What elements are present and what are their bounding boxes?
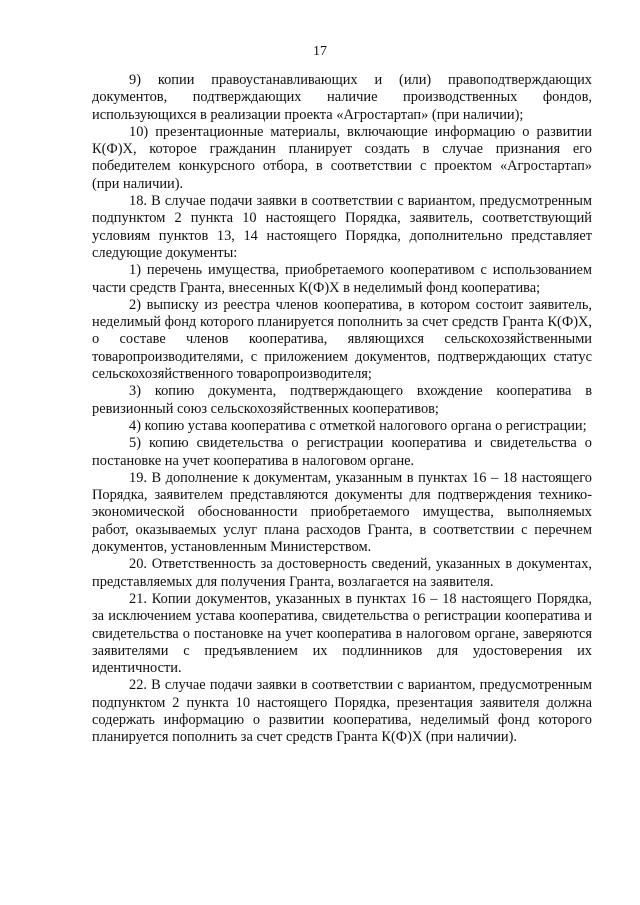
paragraph-subitem-5: 5) копию свидетельства о регистрации кооператива и свидетельства о постановке на учет кооператива в налоговом органе. bbox=[92, 435, 592, 469]
paragraph-section-20: 20. Ответственность за достоверность сведений, указанных в документах, представляемых для получения Гранта, возлагается на заявителя. bbox=[92, 556, 592, 590]
paragraph-item-9: 9) копии правоустанавливающих и (или) правоподтверждающих документов, подтверждающих наличие производственных фондов, использующихся в реализации проекта «Агростартап» (при наличии); bbox=[92, 72, 592, 123]
document-body bbox=[92, 72, 592, 747]
paragraph-subitem-2: 2) выписку из реестра членов кооператива, в котором состоит заявитель, неделимый фонд которого планируется пополнить за счет средств Гранта К(Ф)Х, о составе членов кооператива, являющихся сельскохозяйственными товаропроизводителями, с приложением документов, подтверждающих статус сельскохозяйственного товаропроизводителя; bbox=[92, 296, 592, 383]
paragraph-subitem-3: 3) копию документа, подтверждающего вхождение кооператива в ревизионный союз сельскохозяйственных кооперативов; bbox=[92, 383, 592, 417]
paragraph-section-22: 22. В случае подачи заявки в соответствии с вариантом, предусмотренным подпунктом 2 пункта 10 настоящего Порядка, презентация заявителя должна содержать информацию о развитии кооператива, неделимый фонд которого планируется пополнить за счет средств Гранта К(Ф)Х (при наличии). bbox=[92, 677, 592, 746]
paragraph-subitem-1: 1) перечень имущества, приобретаемого кооперативом с использованием части средств Гранта, внесенных К(Ф)Х в неделимый фонд кооператива; bbox=[92, 262, 592, 296]
paragraph-section-19: 19. В дополнение к документам, указанным в пунктах 16 – 18 настоящего Порядка, заявителем представляются документы для подтверждения технико-экономической обоснованности приобретаемого имущества, выполняемых работ, оказываемых услуг плана расходов Гранта, в соответствии с перечнем документов, установленным Министерством. bbox=[92, 469, 592, 556]
paragraph-item-10: 10) презентационные материалы, включающие информацию о развитии К(Ф)Х, которое гражданин планирует создать в случае признания его победителем конкурсного отбора, в соответствии с проектом «Агростартап» (при наличии). bbox=[92, 123, 592, 192]
paragraph-section-21: 21. Копии документов, указанных в пунктах 16 – 18 настоящего Порядка, за исключением устава кооператива, свидетельства о регистрации кооператива и свидетельства о постановке на учет кооператива в налоговом органе, заверяются заявителями с предъявлением их подлинников для удостоверения их идентичности. bbox=[92, 590, 592, 677]
page-number: 17 bbox=[313, 44, 327, 59]
paragraph-section-18: 18. В случае подачи заявки в соответствии с вариантом, предусмотренным подпунктом 2 пункта 10 настоящего Порядка, заявитель, соответствующий условиям пунктов 13, 14 настоящего Порядка, дополнительно представляет следующие документы: bbox=[92, 193, 592, 261]
paragraph-subitem-4: 4) копию устава кооператива с отметкой налогового органа о регистрации; bbox=[129, 417, 587, 434]
